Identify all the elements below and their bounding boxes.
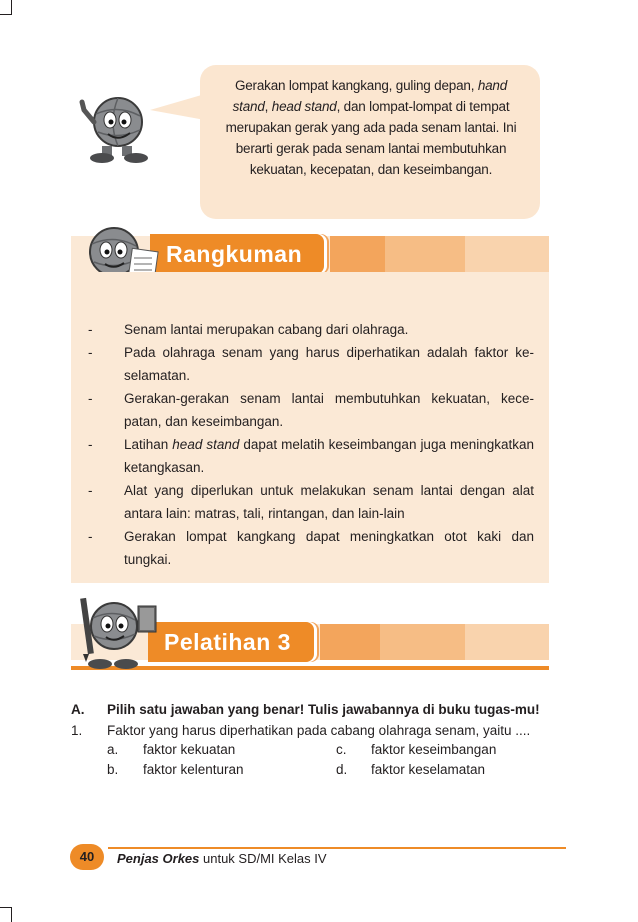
options-row <box>71 760 561 780</box>
exercise-section <box>71 700 561 780</box>
option-text: faktor keselamatan <box>371 762 486 777</box>
list-item: - Alat yang diperlukan untuk melakukan senam lantai dengan alat antara lain: matras, tali, rintangan, dan lain-lain <box>88 483 534 521</box>
footer-line <box>108 847 566 849</box>
list-item: - Gerakan lompat kangkang dapat meningkatkan otot kaki dan tungkai. <box>88 529 534 567</box>
ball-mascot-icon <box>78 92 156 164</box>
option-text: faktor kelenturan <box>143 762 244 777</box>
footer-title: Penjas Orkes untuk SD/MI Kelas IV <box>117 851 327 866</box>
header-block <box>385 236 465 272</box>
speech-bubble-text: Gerakan lompat kangkang, guling depan, hand stand, head stand, dan lompat-lompat di tempat merupakan gerak yang ada pada senam lantai. Ini berarti gerak pada senam lantai membutuhkan kekuatan, kecepatan, dan keseimbangan. <box>225 78 517 177</box>
crop-mark-bottom <box>0 907 12 922</box>
question-number: 1. <box>71 723 83 738</box>
list-item: - Senam lantai merupakan cabang dari olahraga. <box>88 322 409 337</box>
list-item: - Pada olahraga senam yang harus diperhatikan adalah faktor ke-selamatan. <box>88 345 534 383</box>
section-letter: A. <box>71 702 85 717</box>
option-text: faktor kekuatan <box>143 742 236 757</box>
list-item: - Latihan head stand dapat melatih keseimbangan juga meningkatkan ketangkasan. <box>88 437 535 475</box>
option-text: faktor keseimbangan <box>371 742 497 757</box>
instruction-text: Pilih satu jawaban yang benar! Tulis jawabannya di buku tugas-mu! <box>107 702 540 717</box>
header-block <box>465 236 549 272</box>
header-block <box>380 624 465 660</box>
option-letter: a. <box>107 742 119 757</box>
page-number: 40 <box>70 844 104 870</box>
mascot-with-pencil-icon <box>76 596 166 674</box>
header-block <box>330 236 385 272</box>
rangkuman-list <box>88 318 534 571</box>
option-letter: b. <box>107 762 119 777</box>
rangkuman-title: Rangkuman <box>150 234 324 274</box>
option-letter: c. <box>336 742 347 757</box>
pelatihan-title: Pelatihan 3 <box>148 622 314 662</box>
header-block <box>320 624 380 660</box>
options-row <box>71 740 561 760</box>
list-item: - Gerakan-gerakan senam lantai membutuhkan kekuatan, kece-patan, dan keseimbangan. <box>88 391 534 429</box>
question-text: Faktor yang harus diperhatikan pada cabang olahraga senam, yaitu .... <box>107 723 531 738</box>
crop-mark-top <box>0 0 12 15</box>
header-block <box>465 624 549 660</box>
option-letter: d. <box>336 762 348 777</box>
